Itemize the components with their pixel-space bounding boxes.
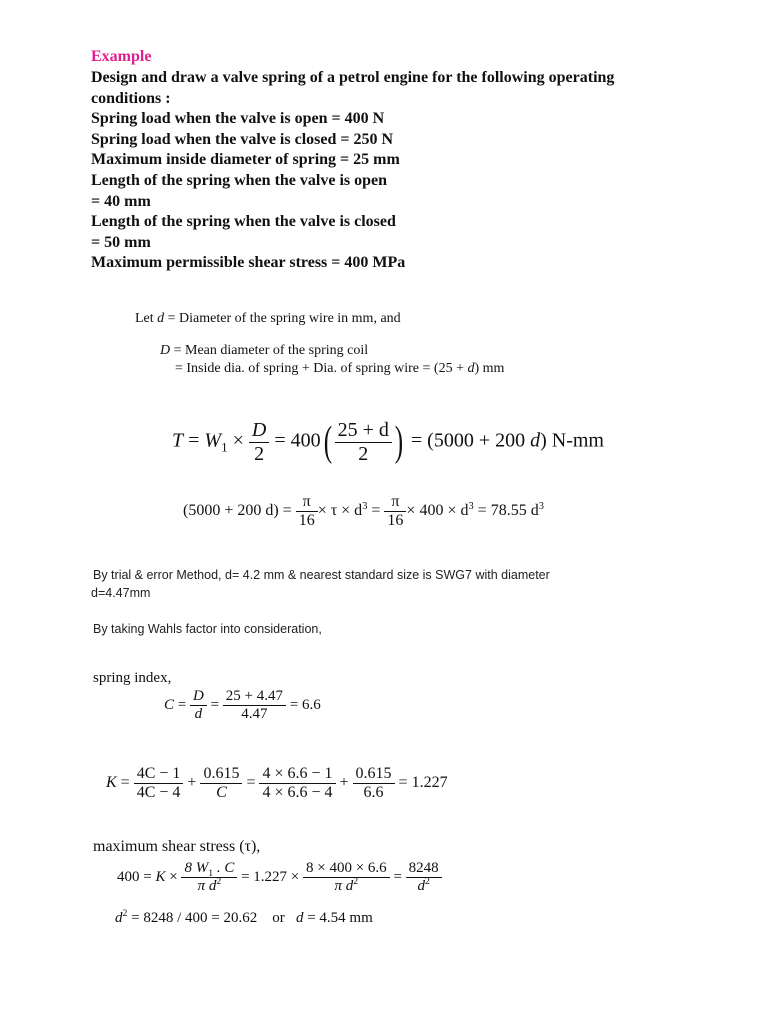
tau-d3-sup: 2 <box>424 876 430 887</box>
problem-line-9: = 50 mm <box>91 234 151 251</box>
problem-line-5: Maximum inside diameter of spring = 25 mm <box>91 151 400 168</box>
eq-400: = 400 <box>269 429 321 452</box>
problem-line-1: Design and draw a valve spring of a petrol engine for the following operating <box>91 69 615 86</box>
let-prefix: Let <box>135 311 158 326</box>
mid-sup: 3 <box>362 500 368 512</box>
K-n3: 4 × 6.6 − 1 <box>262 765 333 782</box>
times: × <box>227 429 249 452</box>
D-rest: = Mean diameter of the spring coil <box>170 343 369 358</box>
dfinal-rest2: = 4.54 mm <box>303 910 373 926</box>
inner-num: 25 + d <box>337 418 389 441</box>
shear-lhs: (5000 + 200 d) = <box>183 502 292 520</box>
trial-line-1: By trial & error Method, d= 4.2 mm & nearest standard size is SWG7 with diameter <box>93 568 550 582</box>
shear-equation <box>183 493 544 530</box>
problem-line-3: Spring load when the valve is open = 400 N <box>91 110 385 127</box>
example-title: Example <box>91 48 152 65</box>
sixteen-den-2: 16 <box>384 511 406 530</box>
wahl-factor-equation <box>106 765 448 802</box>
tau-n1-sub: 1 <box>208 868 214 879</box>
eq-sign-8: = <box>389 868 406 885</box>
problem-line-6: Length of the spring when the valve is open <box>91 172 388 189</box>
problem-line-2: conditions : <box>91 90 171 107</box>
tau-d3: d <box>417 878 425 894</box>
C-num-2: 25 + 4.47 <box>225 688 284 704</box>
K-n2: 0.615 <box>203 765 240 782</box>
let-var: d <box>157 311 165 326</box>
let-d-line <box>135 311 401 327</box>
tau-d2-sup: 2 <box>353 876 359 887</box>
problem-line-10: Maximum permissible shear stress = 400 MPa <box>91 254 406 271</box>
frac-num-D: D <box>251 418 267 441</box>
tau-n1: 8 W <box>184 860 209 876</box>
torque-T: T <box>172 429 184 452</box>
max-shear-label: maximum shear stress (τ), <box>93 838 261 855</box>
eq-sign-6: = <box>242 774 260 792</box>
K-d2: C <box>200 783 242 802</box>
eq-sign-2: = <box>367 502 385 520</box>
problem-line-7: = 40 mm <box>91 193 151 210</box>
mean-diameter-line <box>160 343 368 359</box>
d-final-equation <box>115 910 373 927</box>
eq-sign-4: = <box>206 696 223 713</box>
dfinal-rest: = 8248 / 400 = 20.62 or <box>127 910 296 926</box>
K-d1: 4C − 4 <box>134 783 184 802</box>
wahl-line: By taking Wahls factor into consideration, <box>93 622 322 636</box>
dfinal-sup: 2 <box>122 908 128 919</box>
eq-sign-7: = <box>139 868 156 885</box>
tau-d2: π d <box>334 878 354 894</box>
C-num-D: D <box>192 688 204 704</box>
tau-d1-sup: 2 <box>216 876 222 887</box>
dfinal-d: d <box>115 910 123 926</box>
eq-sign: = <box>183 429 205 452</box>
D-line2-a: = Inside dia. of spring + Dia. of spring wire = (25 + <box>175 361 468 376</box>
spring-index-equation <box>164 688 321 723</box>
D-var: D <box>160 343 171 358</box>
shear-stress-equation <box>117 860 442 895</box>
eq-sign-5: = <box>116 774 134 792</box>
C-result: = 6.6 <box>286 696 321 713</box>
W: W <box>204 429 222 452</box>
result-sup: 3 <box>538 500 544 512</box>
plus-2: + <box>335 774 353 792</box>
frac-den-2: 2 <box>249 442 269 466</box>
tau-n3: 8248 <box>408 860 439 876</box>
dfinal-d2: d <box>295 910 304 926</box>
pi-num-2: π <box>391 493 400 510</box>
shear-result: = 78.55 d <box>473 502 539 520</box>
K-d4: 6.6 <box>353 783 395 802</box>
spring-index-label: spring index, <box>93 670 172 686</box>
rhs-end: ) N-mm <box>540 429 604 452</box>
K-n1: 4C − 1 <box>136 765 181 782</box>
right-sup: 3 <box>468 500 474 512</box>
pi-num: π <box>302 493 311 510</box>
C-var: C <box>164 696 175 713</box>
K-result: = 1.227 <box>394 774 448 792</box>
trial-line-2: d=4.47mm <box>91 586 151 600</box>
W-sub: 1 <box>221 439 228 455</box>
sixteen-den: 16 <box>296 511 318 530</box>
tau-n1-rest: . C <box>213 860 235 876</box>
tau-K: K <box>155 868 166 885</box>
shear-right: × 400 × d <box>406 502 469 520</box>
tau-mid: = 1.227 × <box>237 868 304 885</box>
inner-den: 2 <box>335 442 392 466</box>
problem-line-8: Length of the spring when the valve is closed <box>91 213 396 230</box>
K-n4: 0.615 <box>355 765 392 782</box>
C-den-2: 4.47 <box>223 705 286 723</box>
K-d3: 4 × 6.6 − 4 <box>259 783 335 802</box>
tau-d1: π d <box>197 878 217 894</box>
C-den-d: d <box>190 705 207 723</box>
shear-mid: × τ × d <box>317 502 363 520</box>
torque-equation: $T = W_1$ × $\frac{D}{2}$ = 400( $\frac{25 + d}{2}$ ) = (5000 + 200 d) N-mm <box>172 418 604 465</box>
mean-diameter-line-2 <box>175 361 504 377</box>
eq-sign-3: = <box>174 696 190 713</box>
D-line2-var: d <box>467 361 475 376</box>
times-2: × <box>165 868 182 885</box>
D-line2-b: ) mm <box>474 361 505 376</box>
let-rest: = Diameter of the spring wire in mm, and <box>164 311 401 326</box>
rhs: = (5000 + 200 <box>405 429 531 452</box>
tau-n2: 8 × 400 × 6.6 <box>306 860 387 876</box>
K-var: K <box>106 774 117 792</box>
problem-line-4: Spring load when the valve is closed = 250 N <box>91 131 394 148</box>
rhs-d: d <box>530 429 541 452</box>
tau-lhs: 400 <box>117 868 140 885</box>
plus-1: + <box>183 774 201 792</box>
